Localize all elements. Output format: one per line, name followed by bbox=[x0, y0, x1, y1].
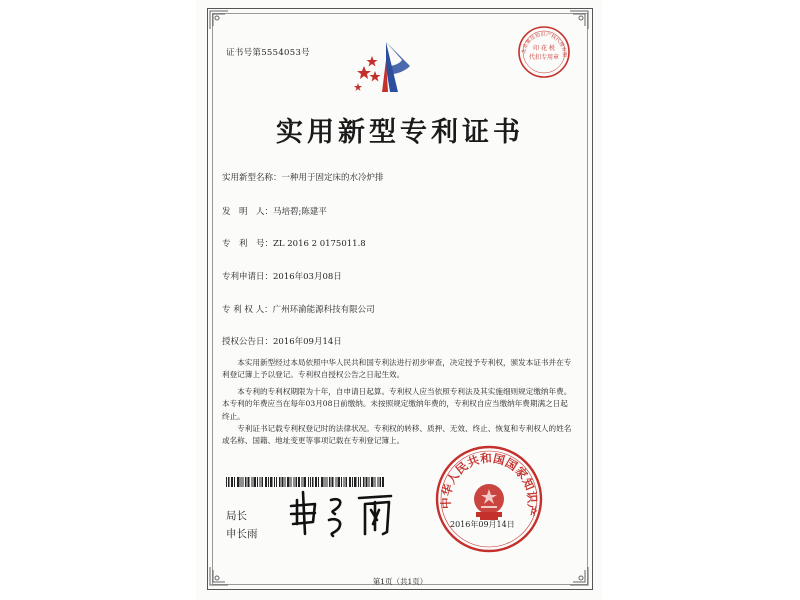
official-seal bbox=[434, 444, 544, 554]
certificate-number: 证书号第5554053号 bbox=[226, 48, 310, 58]
field-value: 2016年09月14日 bbox=[273, 337, 342, 347]
field-label: 授权公告日： bbox=[222, 337, 274, 347]
body-paragraph: 本实用新型经过本局依照中华人民共和国专利法进行初步审查，决定授予专利权，颁发本证书并在专利登记簿上予以登记。专利权自授权公告之日起生效。 bbox=[222, 358, 572, 380]
corner-ornament-icon bbox=[208, 9, 230, 31]
field-grant-date bbox=[222, 337, 342, 347]
field-patent-number bbox=[222, 239, 366, 249]
field-label: 专利申请日： bbox=[222, 272, 274, 282]
field-value: 广州环渝能源科技有限公司 bbox=[272, 305, 375, 315]
field-value: 一种用于固定床的水冷炉排 bbox=[281, 173, 384, 183]
seal-ring-text: 中华人民共和国国家知识产 bbox=[438, 450, 540, 518]
director-title: 局长 bbox=[226, 510, 247, 522]
field-value: 2016年03月08日 bbox=[273, 272, 342, 282]
field-label: 专 利 号： bbox=[222, 239, 274, 249]
field-label: 专 利 权 人： bbox=[222, 305, 273, 315]
field-value: 马培碧;陈建平 bbox=[273, 207, 327, 217]
director-name: 申长雨 bbox=[226, 528, 258, 540]
field-utility-model-name bbox=[222, 173, 384, 183]
field-label: 实用新型名称： bbox=[222, 173, 282, 183]
patent-office-emblem-icon bbox=[352, 38, 414, 96]
corner-ornament-icon bbox=[568, 9, 590, 31]
field-value: ZL 2016 2 0175011.8 bbox=[273, 239, 366, 249]
seal-date: 2016年09月14日 bbox=[450, 520, 515, 529]
page-number: 第1页（共1页） bbox=[372, 577, 428, 586]
corner-ornament-icon bbox=[208, 565, 230, 587]
tax-stamp-ring-text: 北京集佳知识产权代理有限 bbox=[520, 31, 568, 58]
field-label: 发 明 人： bbox=[222, 207, 274, 217]
barcode bbox=[226, 472, 386, 482]
body-paragraph: 本专利的专利权期限为十年，自申请日起算。专利权人应当依照专利法及其实施细则规定缴纳年费。本专利的年费应当在每年03月08日前缴纳。未按照规定缴纳年费的，专利权自应当缴纳年费期满之日起终止。 bbox=[222, 387, 572, 421]
tax-stamp-line2: 代扣专用章 bbox=[528, 54, 559, 61]
body-paragraph: 专利证书记载专利权登记时的法律状况。专利权的转移、质押、无效、终止、恢复和专利权人的姓名或名称、国籍、地址变更等事项记载在专利登记簿上。 bbox=[222, 424, 572, 446]
handwritten-signature bbox=[285, 484, 405, 544]
corner-ornament-icon bbox=[568, 565, 590, 587]
field-application-date bbox=[222, 272, 342, 282]
field-inventor bbox=[222, 207, 327, 217]
document-title: 实用新型专利证书 bbox=[276, 117, 524, 148]
tax-stamp-line1: 印 花 税 bbox=[533, 45, 555, 52]
field-patentee bbox=[222, 305, 375, 315]
